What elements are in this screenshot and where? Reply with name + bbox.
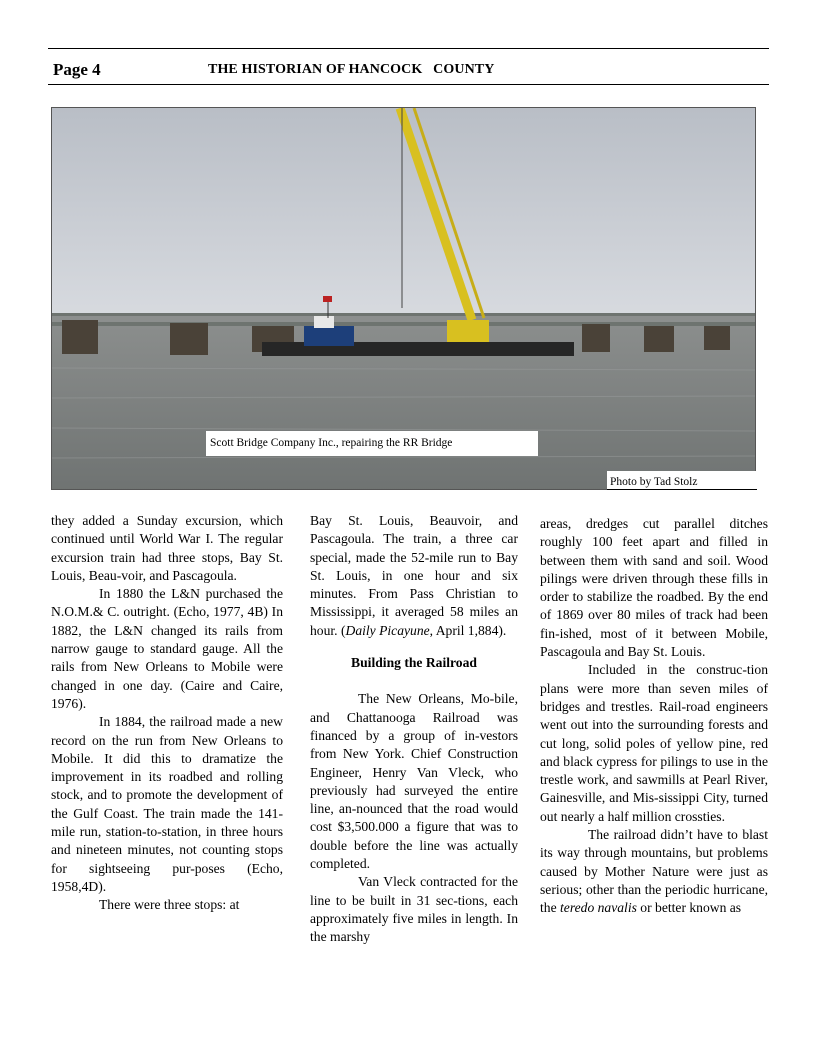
paragraph: In 1880 the L&N purchased the N.O.M.& C. outright. (Echo, 1977, 4B) In 1882, the L&N changed its rails from narrow gauge to standard gauge. All the rails from New Orleans to Mobile were changed in one day. (Caire and Caire, 1976).: [51, 586, 283, 711]
paragraph: The New Orleans, Mo-bile, and Chattanooga Railroad was financed by a group of in-vestors from New York. Chief Construction Engineer, Henry Van Vleck, who previously had surveyed the entire line, an-nounced that the road would cost $3,500.000 a figure that was to double before the line was actually completed.: [310, 691, 518, 872]
paragraph-text: or better known as: [636, 900, 742, 916]
paragraph: they added a Sunday excursion, which continued until World War I. The regular excursion train had three stops, Bay St. Louis, Beau-voir, and Pascagoula.: [51, 513, 283, 583]
photo-credit: Photo by Tad Stolz: [607, 471, 757, 490]
photo-caption: Scott Bridge Company Inc., repairing the RR Bridge: [206, 431, 538, 456]
section-heading: Building the Railroad: [351, 655, 477, 671]
paragraph: Van Vleck contracted for the line to be built in 31 sec-tions, each approximately five miles in length. In the marshy: [310, 874, 518, 945]
paragraph-text: , April 1,884).: [429, 622, 507, 638]
paragraph: Included in the construc-tion plans were more than seven miles of bridges and trestles. Rail-road engineers went out into the surrounding forests and cut long, solid poles of yellow pine, red and black cypress for pilings to use in the trestle work, and sawmills at Pearl River, Gainesville, and Mis-sissippi City, turned out nearly a half million crossties.: [540, 662, 768, 824]
paragraph-text: Bay St. Louis, Beauvoir, and Pascagoula. The train, a three car special, made the 52-mile run to Bay St. Louis, in one hour and six minutes. From Pass Christian to Mississippi, it averaged 58 miles an hour. (: [310, 513, 518, 638]
paragraph-text: The railroad didn’t have to blast its way through mountains, but problems caused by Mother Nature were just as serious; other than the periodic hurricane, the: [540, 827, 768, 916]
page-number: Page 4: [53, 60, 101, 79]
paragraph: [540, 826, 768, 917]
newsletter-title: THE HISTORIAN OF HANCOCK COUNTY: [208, 62, 495, 77]
header-rule-top: [48, 48, 769, 49]
species-name: teredo navalis: [560, 900, 637, 916]
bridge-deck: [52, 316, 756, 322]
paragraph: There were three stops: at: [99, 897, 240, 913]
paragraph: areas, dredges cut parallel ditches roughly 100 feet apart and filled in between them with sand and soil. Wood pilings were driven through these fills in order to stabilize the roadbed. By the end of 1869 over 80 miles of track had been fin-ished, most of it between Mobile, Pascagoula and Bay St. Louis.: [540, 516, 768, 660]
column-1: [51, 512, 283, 915]
header-rule-bottom: [48, 84, 769, 85]
column-2: [310, 512, 518, 947]
citation-source: Daily Picayune: [345, 622, 430, 638]
paragraph: [310, 512, 518, 640]
column-3: [540, 515, 768, 918]
sky: [52, 108, 756, 323]
tugboat: [304, 326, 354, 346]
paragraph: In 1884, the railroad made a new record on the run from New Orleans to Mobile. It did this to dramatize the improvement in its roadbed and rolling stock, and to promote the development of the Gulf Coast. The train made the 141-mile run, station-to-station, in three hours and nineteen minutes, not counting stops for sightseeing pur-poses (Echo, 1958,4D).: [51, 714, 283, 894]
